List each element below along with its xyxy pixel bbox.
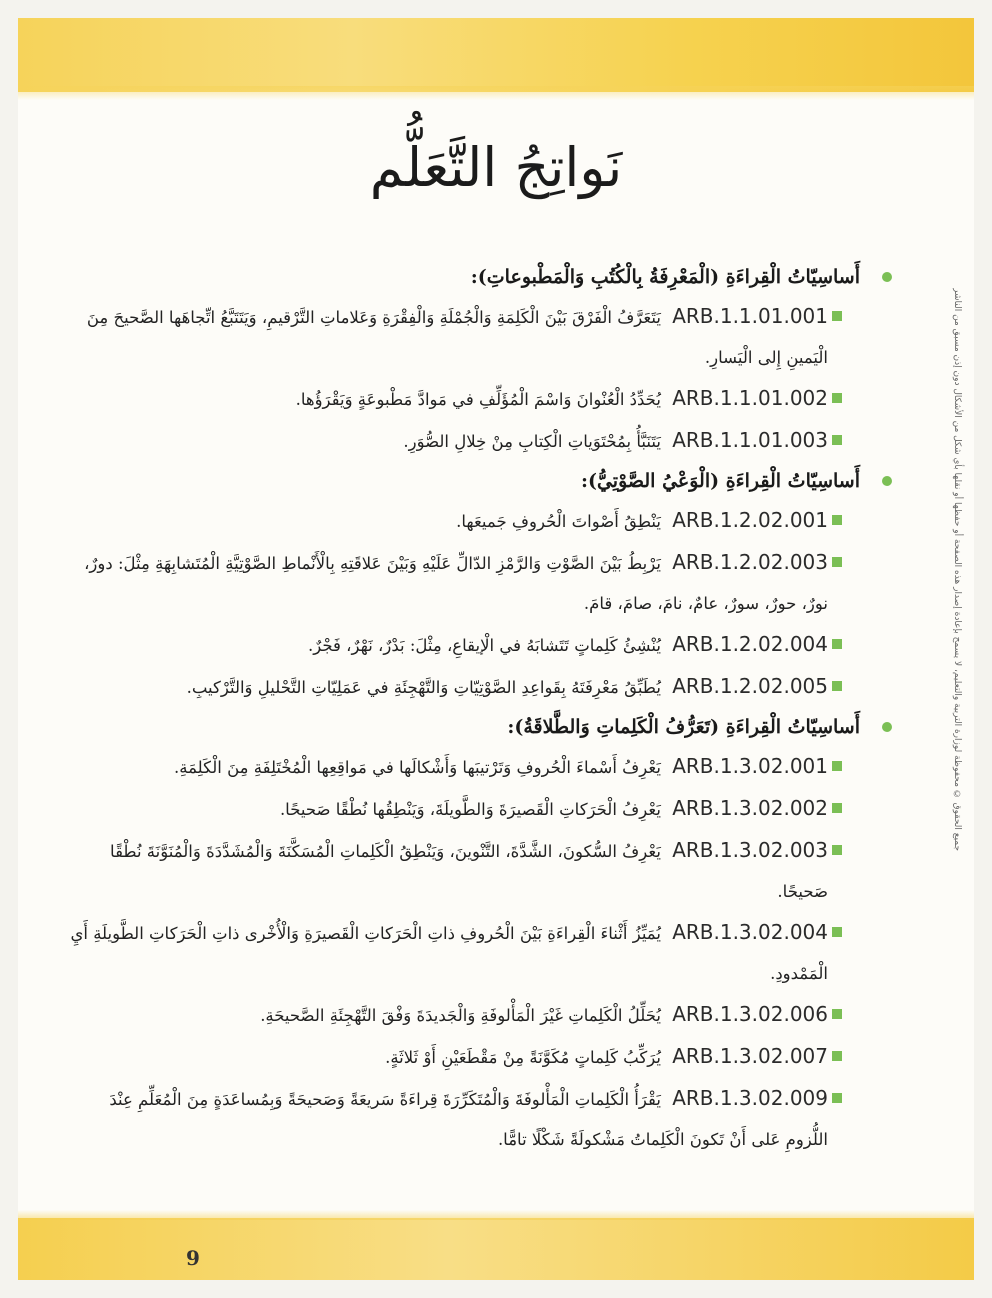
- outcome-item: [68, 788, 878, 830]
- outcome-code: ARB.1.1.01.001: [672, 304, 828, 328]
- green-square-bullet-icon: [832, 1093, 842, 1103]
- green-square-bullet-icon: [832, 393, 842, 403]
- outcome-code: ARB.1.3.02.007: [672, 1044, 828, 1068]
- outcome-text: يَعْرِفُ أَسْماءَ الْحُروفِ وَتَرْتيبَها وَأَشْكالَها في مَواقِعِها الْمُخْتَلِفَةِ مِنَ الْكَلِمَةِ.: [174, 758, 661, 777]
- outcome-text: يَنْطِقُ أَصْواتَ الْحُروفِ جَميعَها.: [456, 512, 661, 531]
- outcome-text: يُنْشِئُ كَلِماتٍ تَتَشابَهُ في الْإيقاعِ، مِثْلَ: بَدْرٌ، نَهْرٌ، فَجْرٌ.: [308, 636, 661, 655]
- green-square-bullet-icon: [832, 557, 842, 567]
- outcome-text: يَقْرَأُ الْكَلِماتِ الْمَأْلوفَةَ وَالْمُتَكَرِّرَةَ قِراءَةً سَريعَةً وَصَحيحَةً وَبِمُساعَدَةٍ مِنَ الْمُعَلِّمِ عِنْدَ اللُّزومِ عَلى أَنْ تَكونَ الْكَلِماتُ مَشْكولَةً شَكْلًا تامًّا.: [109, 1090, 828, 1149]
- green-square-bullet-icon: [832, 311, 842, 321]
- outcome-text: يُرَكِّبُ كَلِماتٍ مُكَوَّنَةً مِنْ مَقْطَعَيْنِ أَوْ ثَلاثَةٍ.: [385, 1048, 661, 1067]
- green-square-bullet-icon: [832, 927, 842, 937]
- outcome-text: يُطَبِّقُ مَعْرِفَتَهُ بِقَواعِدِ الصَّوْتِيّاتِ وَالتَّهْجِئَةِ في عَمَلِيّاتِ التَّحْليلِ وَالتَّرْكيبِ.: [186, 678, 661, 697]
- outcome-code: ARB.1.2.02.001: [672, 508, 828, 532]
- green-square-bullet-icon: [832, 803, 842, 813]
- learning-outcomes-content: [68, 258, 878, 1160]
- outcome-item: [68, 912, 878, 994]
- outcome-item: [68, 994, 878, 1036]
- green-square-bullet-icon: [832, 845, 842, 855]
- outcome-item: [68, 420, 878, 462]
- section-heading-text: أَساسِيّاتُ الْقِراءَةِ (تَعَرُّفُ الْكَلِماتِ وَالطَّلاقَةُ):: [507, 716, 860, 738]
- page-number: 9: [186, 1246, 200, 1270]
- outcome-item: [68, 666, 878, 708]
- outcome-item: [68, 378, 878, 420]
- top-decorative-band: [18, 18, 974, 92]
- page: [18, 18, 974, 1280]
- outcome-text: يَعْرِفُ الْحَرَكاتِ الْقَصيرَةَ وَالطَّويلَةَ، وَيَنْطِقُها نُطْقًا صَحيحًا.: [279, 800, 661, 819]
- outcome-code: ARB.1.3.02.002: [672, 796, 828, 820]
- outcome-text: يَعْرِفُ السُّكونَ، الشَّدَّةَ، التَّنْوينَ، وَيَنْطِقُ الْكَلِماتِ الْمُسَكَّنَةَ وَالْمُشَدَّدَةَ وَالْمُنَوَّنَةَ نُطْقًا صَحيحًا.: [110, 842, 828, 901]
- outcome-item: [68, 624, 878, 666]
- green-dot-bullet-icon: [882, 272, 892, 282]
- outcome-item: [68, 1078, 878, 1160]
- section-heading: [68, 462, 878, 500]
- green-dot-bullet-icon: [882, 722, 892, 732]
- outcome-code: ARB.1.2.02.004: [672, 632, 828, 656]
- green-square-bullet-icon: [832, 515, 842, 525]
- outcome-code: ARB.1.3.02.009: [672, 1086, 828, 1110]
- bottom-decorative-band: [18, 1218, 974, 1280]
- outcome-item: [68, 542, 878, 624]
- outcome-item: [68, 1036, 878, 1078]
- outcome-code: ARB.1.3.02.004: [672, 920, 828, 944]
- outcome-item: [68, 830, 878, 912]
- outcome-code: ARB.1.3.02.003: [672, 838, 828, 862]
- outcome-text: يُحَلِّلُ الْكَلِماتِ غَيْرَ الْمَأْلوفَةِ وَالْجَديدَةَ وَفْقَ التَّهْجِئَةِ الصَّحيحَةِ.: [260, 1006, 661, 1025]
- outcome-text: يُحَدِّدُ الْعُنْوانَ وَاسْمَ الْمُؤَلِّفِ في مَوادَّ مَطْبوعَةٍ وَيَقْرَؤُها.: [295, 390, 661, 409]
- section-heading-text: أَساسِيّاتُ الْقِراءَةِ (الْوَعْيُ الصَّوْتِيُّ):: [580, 470, 860, 492]
- section-heading-text: أَساسِيّاتُ الْقِراءَةِ (الْمَعْرِفَةُ بِالْكُتُبِ وَالْمَطْبوعاتِ):: [470, 266, 860, 288]
- green-square-bullet-icon: [832, 639, 842, 649]
- outcome-text: يَتَنَبَّأُ بِمُحْتَوَياتِ الْكِتابِ مِنْ خِلالِ الصُّوَرِ.: [403, 432, 661, 451]
- green-square-bullet-icon: [832, 681, 842, 691]
- outcome-code: ARB.1.2.02.003: [672, 550, 828, 574]
- outcome-text: يَرْبِطُ بَيْنَ الصَّوْتِ وَالرَّمْزِ الدّالِّ عَلَيْهِ وَبَيْنَ عَلاقَتِهِ بِالْأَنْماطِ الصَّوْتِيَّةِ الْمُتَشابِهَةِ مِثْلَ: دورٌ، نورٌ، حورٌ، سورٌ، عامٌ، نامَ، صامَ، قامَ.: [84, 554, 828, 613]
- page-title: نَواتِجُ التَّعَلُّم: [369, 136, 623, 199]
- section-heading: [68, 258, 878, 296]
- copyright-side-note: جميع الحقوق © محفوظة لوزارة التربية والتعليم، لا يسمح بإعادة إصدار هذه الصفحة أو حفظها أو نقلها بأي شكل من الأشكال دون إذن مسبق من الناشر: [952, 288, 962, 852]
- outcome-item: [68, 746, 878, 788]
- green-square-bullet-icon: [832, 761, 842, 771]
- outcome-code: ARB.1.3.02.006: [672, 1002, 828, 1026]
- green-dot-bullet-icon: [882, 476, 892, 486]
- outcome-code: ARB.1.1.01.003: [672, 428, 828, 452]
- green-square-bullet-icon: [832, 1009, 842, 1019]
- outcome-item: [68, 296, 878, 378]
- green-square-bullet-icon: [832, 435, 842, 445]
- outcome-code: ARB.1.3.02.001: [672, 754, 828, 778]
- outcome-item: [68, 500, 878, 542]
- outcome-text: يَتَعَرَّفُ الْفَرْقَ بَيْنَ الْكَلِمَةِ وَالْجُمْلَةِ وَالْفِقْرَةِ وَعَلاماتِ التَّرْقيمِ، وَيَتَتَبَّعُ اتِّجاهَها الصَّحيحَ مِنَ الْيَمينِ إِلى الْيَسارِ.: [86, 308, 828, 367]
- green-square-bullet-icon: [832, 1051, 842, 1061]
- outcome-text: يُمَيِّزُ أَثْناءَ الْقِراءَةِ بَيْنَ الْحُروفِ ذاتِ الْحَرَكاتِ الْقَصيرَةِ وَالْأُخْرى ذاتِ الْحَرَكاتِ الطَّويلَةِ أَيِ الْمَمْدودِ.: [70, 924, 828, 983]
- outcome-code: ARB.1.1.01.002: [672, 386, 828, 410]
- outcome-code: ARB.1.2.02.005: [672, 674, 828, 698]
- section-heading: [68, 708, 878, 746]
